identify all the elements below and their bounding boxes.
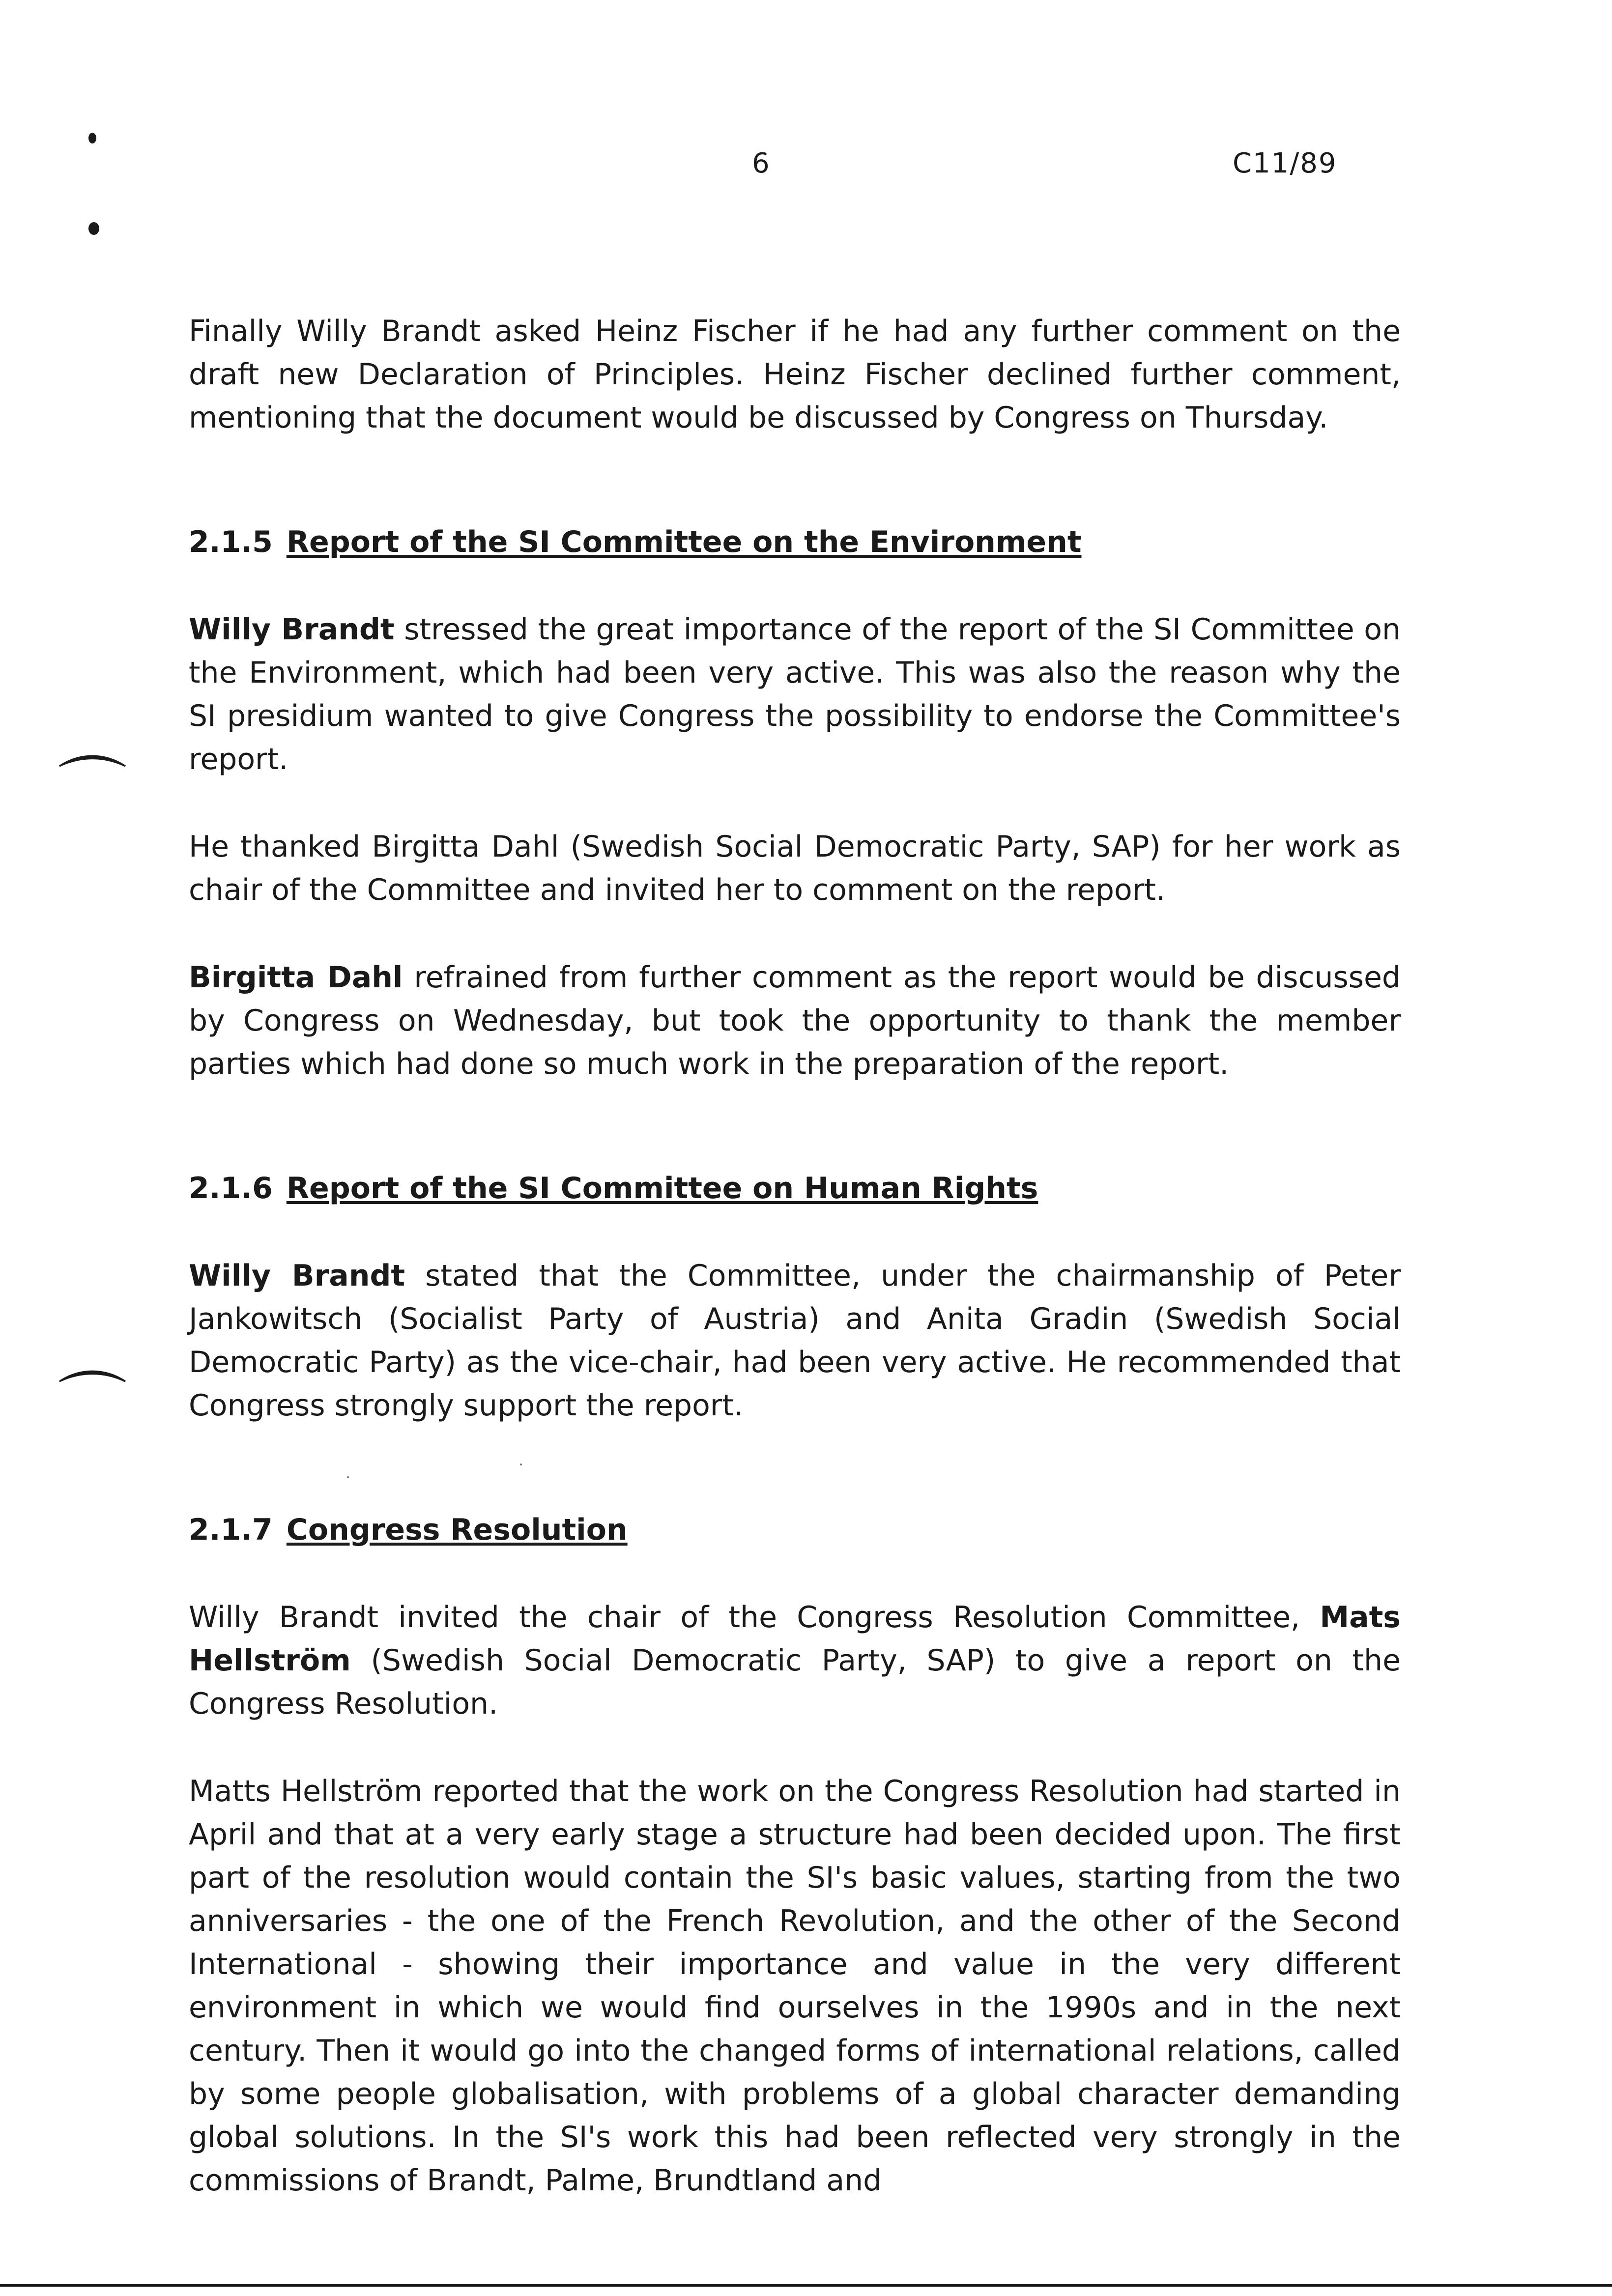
paragraph-text: stated that the Committee, under the chairmanship of Peter Jankowitsch (Socialist Party of Austria) and Anita Gradin (Swedish Social Democratic Party) as the vice-chair, had been very active. He recommended that Congress strongly support the report.	[189, 1259, 1401, 1423]
paragraph: He thanked Birgitta Dahl (Swedish Social Democratic Party, SAP) for her work as chair of the Committee and invited her to comment on the report.	[189, 830, 1401, 907]
paragraph-text: refrained from further comment as the report would be discussed by Congress on Wednesday, but took the opportunity to thank the member parties which had done so much work in the preparation of the report.	[189, 960, 1401, 1081]
page-number: 6	[752, 147, 771, 179]
section-number: 2.1.6	[189, 1171, 273, 1205]
intro-paragraph: Finally Willy Brandt asked Heinz Fischer if he had any further comment on the draft new Declaration of Principles. Heinz Fischer declined further comment, mentioning that the document would be discussed by Congress on Thursday.	[189, 314, 1401, 435]
binder-hole-mark	[88, 222, 99, 235]
paragraph	[189, 956, 1401, 1086]
speaker-name: Willy Brandt	[189, 612, 395, 647]
speaker-name: Birgitta Dahl	[189, 960, 403, 995]
paragraph-text: stressed the great importance of the report of the SI Committee on the Environment, which had been very active. This was also the reason why the SI presidium wanted to give Congress the possibility to endorse the Committee's report.	[189, 612, 1401, 776]
binder-hole-mark	[88, 133, 96, 144]
paragraph	[189, 608, 1401, 781]
section-heading-2-1-5	[189, 520, 1401, 564]
section-heading-2-1-7	[189, 1508, 1401, 1551]
section-title: Congress Resolution	[286, 1513, 628, 1547]
section-number: 2.1.7	[189, 1513, 273, 1547]
paragraph: Matts Hellström reported that the work on the Congress Resolution had started in April and that at a very early stage a structure had been decided upon. The first part of the resolution would contain the SI's basic values, starting from the two anniversaries - the one of the French Revolution, and the other of the Second International - showing their importance and value in the very different environment in which we would find ourselves in the 1990s and in the next century. Then it would go into the changed forms of international relations, called by some people globalisation, with problems of a global character demanding global solutions. In the SI's work this had been reflected very strongly in the commissions of Brandt, Palme, Brundtland and	[189, 1774, 1401, 2198]
paragraph-text: (Swedish Social Democratic Party, SAP) to give a report on the Congress Resolution.	[189, 1643, 1401, 1721]
page-bottom-rule	[0, 2284, 1612, 2287]
punch-hole-mark: ⌒	[58, 1365, 127, 1445]
paragraph-text: Willy Brandt invited the chair of the Congress Resolution Committee,	[189, 1600, 1300, 1635]
section-title: Report of the SI Committee on Human Rights	[286, 1171, 1038, 1205]
punch-hole-mark: ⌒	[58, 750, 127, 830]
section-number: 2.1.5	[189, 525, 273, 559]
document-body	[189, 310, 1401, 2202]
section-title: Report of the SI Committee on the Environment	[286, 525, 1082, 559]
document-reference: C11/89	[1233, 147, 1337, 179]
section-heading-2-1-6	[189, 1167, 1401, 1210]
paragraph	[189, 1596, 1401, 1725]
paragraph	[189, 1254, 1401, 1427]
speaker-name: Willy Brandt	[189, 1259, 405, 1293]
speaker-name: Mats Hellström	[189, 1600, 1401, 1678]
